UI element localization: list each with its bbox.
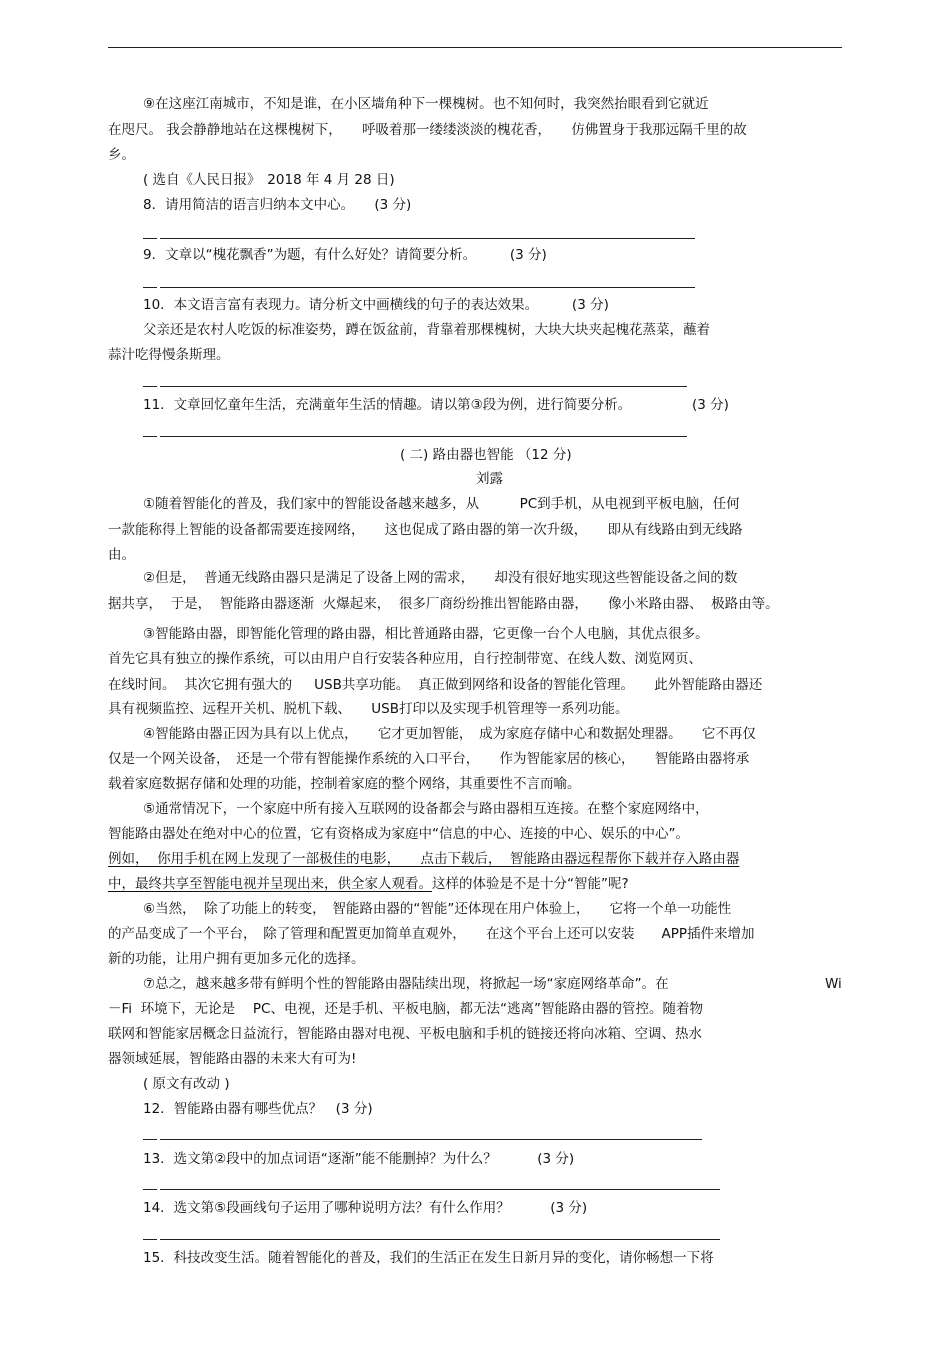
article-paragraph-5-line-1: ⑤通常情况下，一个家庭中所有接入互联网的设备都会与路由器相互连接。在整个家庭网络中， [143, 801, 709, 817]
article-paragraph-4-line-3: 载着家庭数据存储和处理的功能，控制着家庭的整个网络，其重要性不言而喻。 [108, 776, 581, 792]
article-paragraph-4-line-1: ④智能路由器正因为具有以上优点， 它才更加智能， 成为家庭存储中心和数据处理器。 它不再仅 [143, 726, 756, 742]
source-note: ( 原文有改动 ) [143, 1076, 230, 1092]
answer-line-q9[interactable] [160, 287, 695, 288]
question-14: 14．选文第⑤段画线句子运用了哪种说明方法？有什么作用？ (3 分) [143, 1200, 588, 1216]
answer-line-stub [143, 1189, 157, 1190]
answer-line-stub [143, 238, 157, 239]
article-paragraph-7-line-2: －Fi 环境下，无论是 PC、电视，还是手机、平板电脑，都无法“逃离”智能路由器的管控。随着物 [108, 1001, 703, 1017]
article-paragraph-6-line-3: 新的功能，让用户拥有更加多元化的选择。 [108, 951, 365, 967]
paragraph-9-line-3: 乡。 [108, 147, 135, 163]
answer-line-q11[interactable] [160, 436, 687, 437]
article-paragraph-5-line-4 [108, 875, 629, 893]
section-2-author: 刘露 [476, 471, 503, 487]
article-paragraph-1-line-2: 一款能称得上智能的设备都需要连接网络， 这也促成了路由器的第一次升级， 即从有线路由到无线路 [108, 522, 743, 538]
answer-line-stub [143, 436, 157, 437]
question-11: 11．文章回忆童年生活，充满童年生活的情趣。请以第③段为例，进行简要分析。 (3 分) [143, 397, 729, 413]
article-paragraph-7-wi: Wi [825, 976, 842, 992]
question-10: 10．本文语言富有表现力。请分析文中画横线的句子的表达效果。 (3 分) [143, 297, 609, 313]
article-paragraph-3-line-4: 具有视频监控、远程开关机、脱机下载、 USB打印以及实现手机管理等一系列功能。 [108, 701, 629, 717]
article-paragraph-7-line-4: 器领域延展，智能路由器的未来大有可为! [108, 1051, 357, 1067]
answer-line-stub [143, 386, 157, 387]
article-paragraph-1-line-1: ①随着智能化的普及，我们家中的智能设备越来越多，从 PC到手机，从电视到平板电脑，任何 [143, 496, 740, 512]
question-12: 12．智能路由器有哪些优点？ (3 分) [143, 1101, 373, 1117]
answer-line-q13[interactable] [160, 1189, 720, 1190]
article-paragraph-2-line-2: 据共享， 于是， 智能路由器逐渐 火爆起来， 很多厂商纷纷推出智能路由器， 像小米路由器、 极路由等。 [108, 596, 779, 612]
question-10-quote-line-1: 父亲还是农村人吃饭的标准姿势，蹲在饭盆前，背靠着那棵槐树，大块大块夹起槐花蒸菜，蘸着 [143, 322, 710, 338]
answer-line-q10[interactable] [160, 386, 687, 387]
article-paragraph-7-line-3: 联网和智能家居概念日益流行，智能路由器对电视、平板电脑和手机的链接还将向冰箱、空调、热水 [108, 1026, 702, 1042]
question-10-quote-line-2: 蒜汁吃得慢条斯理。 [108, 347, 230, 363]
answer-line-q14[interactable] [160, 1239, 720, 1240]
article-paragraph-3-line-2: 首先它具有独立的操作系统，可以由用户自行安装各种应用，自行控制带宽、在线人数、浏览网页、 [108, 651, 702, 667]
article-paragraph-5-line-3-underlined: 例如， 你用手机在网上发现了一部极佳的电影， 点击下载后， 智能路由器远程帮你下载并存入路由器 [108, 851, 740, 867]
section-2-title: ( 二) 路由器也智能 （12 分) [400, 447, 572, 463]
article-paragraph-2-line-1: ②但是， 普通无线路由器只是满足了设备上网的需求， 却没有很好地实现这些智能设备之间的数 [143, 570, 738, 586]
question-13: 13．选文第②段中的加点词语“逐渐”能不能删掉？为什么？ (3 分) [143, 1151, 575, 1167]
paragraph-9-line-2: 在咫尺。 我会静静地站在这棵槐树下， 呼吸着那一缕缕淡淡的槐花香， 仿佛置身于我那远隔千里的故 [108, 122, 747, 138]
header-rule [108, 47, 842, 48]
paragraph-9-line-1: ⑨在这座江南城市，不知是谁，在小区墙角种下一棵槐树。也不知何时，我突然抬眼看到它就近 [143, 96, 709, 112]
article-paragraph-4-line-2: 仅是一个网关设备， 还是一个带有智能操作系统的入口平台， 作为智能家居的核心， 智能路由器将承 [108, 751, 750, 767]
answer-line-stub [143, 1239, 157, 1240]
sentence-tail: 这样的体验是不是十分“智能”呢? [432, 876, 629, 892]
answer-line-stub [143, 287, 157, 288]
question-15: 15．科技改变生活。随着智能化的普及，我们的生活正在发生日新月异的变化，请你畅想一下将 [143, 1250, 714, 1266]
article-paragraph-6-line-2: 的产品变成了一个平台， 除了管理和配置更加简单直观外， 在这个平台上还可以安装 APP插件来增加 [108, 926, 755, 942]
article-paragraph-6-line-1: ⑥当然， 除了功能上的转变， 智能路由器的“智能”还体现在用户体验上， 它将一个单一功能性 [143, 901, 732, 917]
answer-line-q12[interactable] [160, 1139, 702, 1140]
answer-line-q8[interactable] [160, 238, 695, 239]
question-9: 9．文章以“槐花飘香”为题，有什么好处？请简要分析。 (3 分) [143, 247, 547, 263]
article-paragraph-5-line-2: 智能路由器处在绝对中心的位置，它有资格成为家庭中“信息的中心、连接的中心、娱乐的中心”。 [108, 826, 689, 842]
source-citation: ( 选自《人民日报》 2018 年 4 月 28 日) [143, 172, 395, 188]
article-paragraph-7-line-1: ⑦总之，越来越多带有鲜明个性的智能路由器陆续出现，将掀起一场“家庭网络革命”。在 [143, 976, 669, 992]
underlined-sentence: 中，最终共享至智能电视并呈现出来，供全家人观看。 [108, 876, 432, 892]
answer-line-stub [143, 1139, 157, 1140]
question-8: 8．请用简洁的语言归纳本文中心。 (3 分) [143, 197, 412, 213]
article-paragraph-3-line-1: ③智能路由器，即智能化管理的路由器，相比普通路由器，它更像一台个人电脑，其优点很多。 [143, 626, 709, 642]
article-paragraph-1-line-3: 由。 [108, 547, 135, 563]
article-paragraph-3-line-3: 在线时间。 其次它拥有强大的 USB共享功能。 真正做到网络和设备的智能化管理。 此外智能路由器还 [108, 677, 763, 693]
